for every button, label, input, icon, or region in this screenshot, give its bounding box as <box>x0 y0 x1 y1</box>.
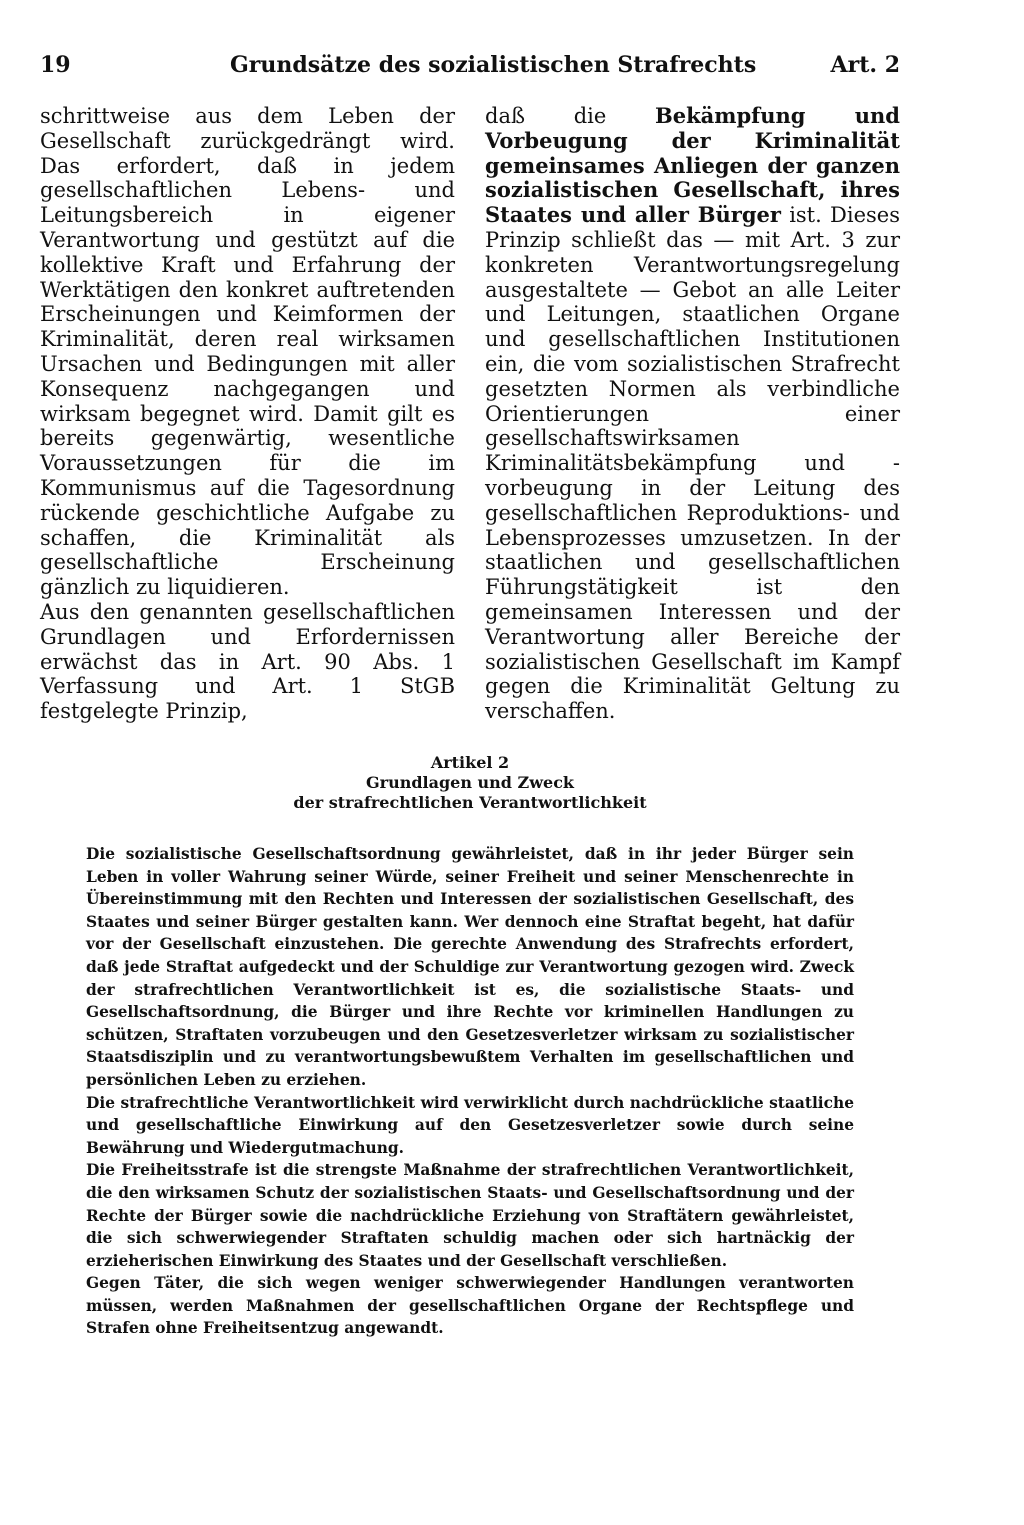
commentary-rest: ist. Dieses Prinzip schließt das — mit Art. 3 zur konkreten Verantwortungsregelung ausgestaltete — Gebot an alle Leiter und Leitungen, staatlichen Organe und gesellschaftlichen Institutionen ein, die vom sozialistischen Strafrecht gesetzten Normen als verbindliche Orientierungen einer gesellschaftswirksamen Kriminalitätsbekämpfung und -vorbeugung in der Leitung des gesellschaftlichen Reproduktions- und Lebensprozesses umzusetzen. In der staatlichen und gesellschaftlichen Führungstätigkeit ist den gemeinsamen Interessen und der Verantwortung aller Bereiche der sozialistischen Gesellschaft im Kampf gegen die Kriminalität Geltung zu verschaffen. <box>485 203 900 724</box>
article-paragraph: Die sozialistische Gesellschaftsordnung gewährleistet, daß in ihr jeder Bürger sein Leben in voller Wahrung seiner Würde, seiner Freiheit und seiner Menschenrechte in Übereinstimmung mit den Rechten und Interessen der sozialistischen Gesellschaft, des Staates und seiner Bürger gestalten kann. Wer dennoch eine Straftat begeht, hat dafür vor der Gesellschaft einzustehen. Die gerechte Anwendung des Strafrechts erfordert, daß jede Straftat aufgedeckt und der Schuldige zur Verantwortung gezogen wird. Zweck der strafrechtlichen Verantwortlichkeit ist es, die sozialistische Staats- und Gesellschaftsordnung, die Bürger und ihre Rechte vor kriminellen Handlungen zu schützen, Straftaten vorzubeugen und den Gesetzesverletzer wirksam zu sozialistischer Staatsdisziplin und zu verantwortungsbewußtem Verhalten im gesellschaftlichen und persönlichen Leben zu erziehen. <box>86 845 854 1089</box>
article-number: Artikel 2 <box>430 753 510 772</box>
article-reference: Art. 2 <box>830 52 900 78</box>
commentary-paragraph: schrittweise aus dem Leben der Gesellschaft zurückgedrängt wird. Das erfordert, daß in jedem gesellschaftlichen Lebens- und Leitungsbereich in eigener Verantwortung und gestützt auf die kollektive Kraft und Erfahrung der Werktätigen den konkret auftretenden Erscheinungen und Keimformen der Kriminalität, deren real wirksamen Ursachen und Bedingungen mit aller Konsequenz nachgegangen und wirksam begegnet wird. Damit gilt es bereits gegenwärtig, wesentliche Voraussetzungen für die im Kommunismus auf die Tagesordnung rückende geschichtliche Aufgabe zu schaffen, die Kriminalität als gesellschaftliche Erscheinung gänzlich zu liquidieren. <box>40 104 455 600</box>
article-heading <box>40 753 900 813</box>
article-paragraph: Gegen Täter, die sich wegen weniger schwerwiegender Handlungen verantworten müssen, werden Maßnahmen der gesellschaftlichen Organe der Rechtspflege und Strafen ohne Freiheitsentzug angewandt. <box>86 1274 854 1338</box>
page-header <box>40 52 900 88</box>
article-text <box>86 843 854 1340</box>
running-title: Grundsätze des sozialistischen Strafrechts <box>230 52 757 78</box>
commentary-emphasis: Bekämpfung und Vorbeugung der Kriminalität gemeinsames Anliegen der ganzen sozialistischen Gesellschaft, ihres Staates und aller Bürger <box>485 103 900 228</box>
right-column <box>485 104 900 724</box>
commentary-columns <box>40 104 900 724</box>
commentary-paragraph <box>485 104 900 724</box>
article-title-line-1: Grundlagen und Zweck <box>365 773 575 792</box>
commentary-lead: daß die <box>485 104 607 128</box>
article-paragraph: Die strafrechtliche Verantwortlichkeit wird verwirklicht durch nachdrückliche staatliche und gesellschaftliche Einwirkung auf den Gesetzesverletzer sowie durch seine Bewährung und Wiedergutmachung. <box>86 1093 854 1157</box>
page-number: 19 <box>40 52 71 78</box>
left-column <box>40 104 455 724</box>
commentary-paragraph: Aus den genannten gesellschaftlichen Grundlagen und Erfordernissen erwächst das in Art. 90 Abs. 1 Verfassung und Art. 1 StGB festgelegte Prinzip, <box>40 599 455 724</box>
article-paragraph: Die Freiheitsstrafe ist die strengste Maßnahme der strafrechtlichen Verantwortlichkeit, die den wirksamen Schutz der sozialistischen Staats- und Gesellschaftsordnung und der Rechte der Bürger sowie die nachdrückliche Erziehung von Straftätern gewährleistet, die sich schwerwiegender Straftaten schuldig machen oder sich hartnäckig der erzieherischen Einwirkung des Staates und der Gesellschaft verschließen. <box>86 1161 854 1270</box>
article-title-line-2: der strafrechtlichen Verantwortlichkeit <box>293 793 647 812</box>
